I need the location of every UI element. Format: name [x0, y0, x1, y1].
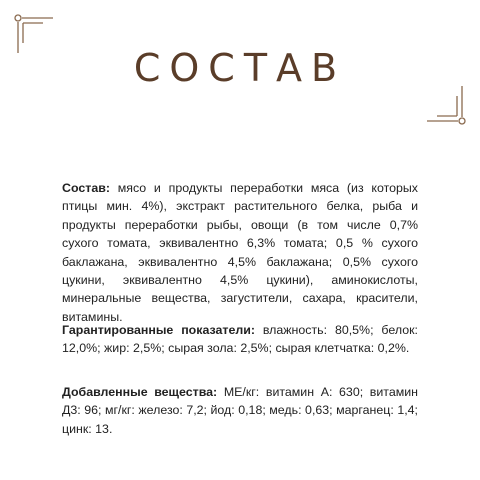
composition-paragraph: [62, 179, 418, 326]
page-title: СОСТАВ: [133, 46, 347, 90]
additives-paragraph: [62, 383, 418, 438]
additives-text: МЕ/кг: витамин А: 630; витамин Д3: 96; мг/кг: железо: 7,2; йод: 0,18; медь: 0,63; марганец: 1,4; цинк: 13.: [62, 385, 418, 436]
guaranteed-text: влажность: 80,5%; белок: 12,0%; жир: 2,5%; сырая зола: 2,5%; сырая клетчатка: 0,2%.: [62, 323, 418, 356]
corner-ornament-bottom-right-icon: [425, 84, 467, 126]
composition-text: мясо и продукты переработки мяса (из которых птицы мин. 4%), экстракт растительного белка, рыба и продукты переработки рыбы, овощи (в том числе 0,7% сухого томата, эквивалентно 6,3% томата; 0,5 % сухого баклажана, эквивалентно 4,5% баклажана; 0,5% сухого цукини, эквивалентно 4,5% цукини), аминокислоты, минеральные вещества, загустители, сахара, красители, витамины.: [62, 181, 418, 324]
additives-label: Добавленные вещества:: [62, 385, 218, 399]
guaranteed-label: Гарантированные показатели:: [62, 323, 255, 337]
composition-label: Состав:: [62, 181, 110, 195]
guaranteed-paragraph: [62, 321, 418, 358]
